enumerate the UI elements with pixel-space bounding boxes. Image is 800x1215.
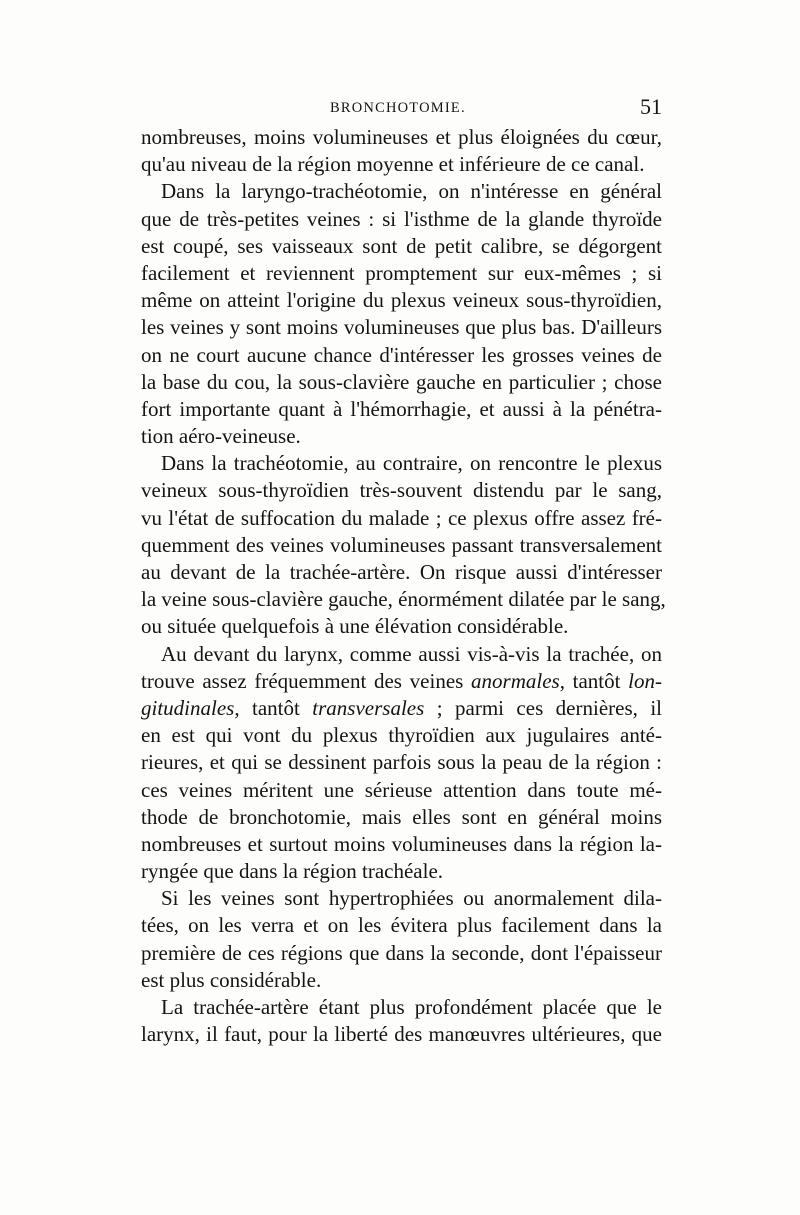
text-line: Dans la laryngo-trachéotomie, on n'intéresse en général bbox=[161, 179, 662, 204]
italic-term: transversales bbox=[312, 695, 425, 720]
text-line: thode de bronchotomie, mais elles sont en général moins bbox=[141, 804, 662, 829]
text-line: la base du cou, la sous-clavière gauche en particulier ; chose bbox=[141, 369, 662, 394]
text-line: que de très-petites veines : si l'isthme de la glande thyroïde bbox=[141, 206, 662, 231]
text-line: ryngée que dans la région trachéale. bbox=[141, 859, 444, 884]
text-line: La trachée-artère étant plus profondément placée que le bbox=[161, 995, 662, 1019]
text-run: , tantôt bbox=[559, 668, 629, 693]
text-line: ou située quelquefois à une élévation considérable. bbox=[141, 614, 569, 639]
page-number: 51 bbox=[640, 94, 662, 119]
text-line: tées, on les verra et on les évitera plus facilement dans la bbox=[141, 913, 662, 938]
text-line: ces veines méritent une sérieuse attention dans toute mé- bbox=[141, 777, 662, 802]
text-run: trouve assez fréquemment des veines bbox=[141, 668, 472, 693]
text-line: est plus considérable. bbox=[141, 967, 322, 992]
text-line: Au devant du larynx, comme aussi vis-à-vis la trachée, on bbox=[161, 641, 662, 666]
text-line: en est qui vont du plexus thyroïdien aux jugulaires anté- bbox=[141, 723, 662, 748]
text-line: nombreuses et surtout moins volumineuses dans la région la- bbox=[141, 831, 662, 856]
text-line: tion aéro-veineuse. bbox=[141, 424, 301, 449]
page-header bbox=[140, 94, 662, 124]
italic-term: gitudinales bbox=[141, 695, 235, 720]
text-line: vu l'état de suffocation du malade ; ce plexus offre assez fré- bbox=[141, 505, 662, 530]
text-line: au devant de la trachée-artère. On risque aussi d'intéresser bbox=[141, 560, 662, 584]
text-line: est coupé, ses vaisseaux sont de petit calibre, se dégorgent bbox=[141, 233, 662, 258]
text-run: ; parmi ces dernières, il bbox=[424, 695, 662, 720]
text-line: veineux sous-thyroïdien très-souvent distendu par le sang, bbox=[141, 478, 662, 503]
text-line: quemment des veines volumineuses passant transversalement bbox=[141, 532, 662, 557]
text-line: rieures, et qui se dessinent parfois sous la peau de la région : bbox=[141, 750, 662, 775]
running-title: BRONCHOTOMIE. bbox=[330, 100, 466, 116]
italic-term: lon- bbox=[628, 668, 662, 693]
text-line: les veines y sont moins volumineuses que plus bas. D'ailleurs bbox=[141, 315, 662, 340]
text-line: Dans la trachéotomie, au contraire, on rencontre le plexus bbox=[161, 451, 662, 476]
text-line: fort importante quant à l'hémorrhagie, et aussi à la pénétra- bbox=[141, 396, 662, 421]
text-line bbox=[141, 695, 662, 722]
text-line: première de ces régions que dans la seconde, dont l'épaisseur bbox=[141, 940, 662, 965]
text-line: larynx, il faut, pour la liberté des manœuvres ultérieures, que bbox=[141, 1022, 662, 1047]
italic-term: anormales bbox=[471, 668, 560, 693]
text-line: on ne court aucune chance d'intéresser les grosses veines de bbox=[141, 342, 662, 367]
text-line bbox=[141, 668, 662, 695]
text-line: la veine sous-clavière gauche, énormément dilatée par le sang, bbox=[141, 587, 666, 612]
text-line: facilement et reviennent promptement sur eux-mêmes ; si bbox=[141, 260, 662, 285]
text-line: même on atteint l'origine du plexus veineux sous-thyroïdien, bbox=[141, 288, 662, 313]
text-line: qu'au niveau de la région moyenne et inférieure de ce canal. bbox=[141, 152, 645, 177]
text-line: nombreuses, moins volumineuses et plus éloignées du cœur, bbox=[141, 125, 662, 149]
text-line: Si les veines sont hypertrophiées ou anormalement dila- bbox=[161, 886, 662, 911]
body-text bbox=[141, 124, 666, 1048]
text-run: , tantôt bbox=[234, 695, 313, 720]
